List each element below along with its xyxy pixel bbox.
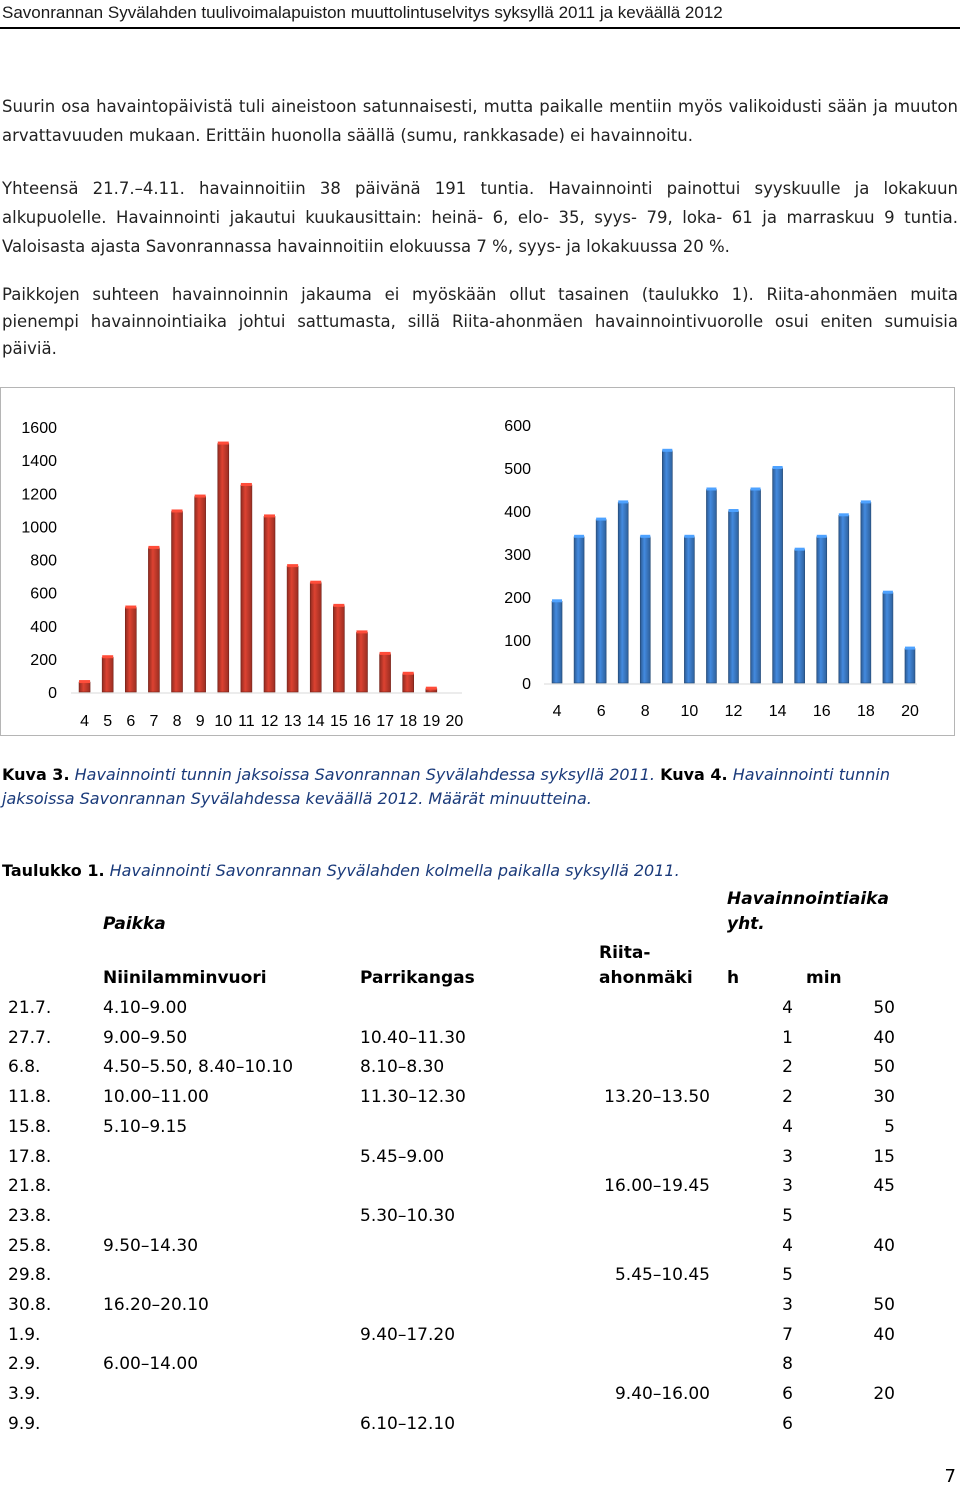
x-tick-label: 6 xyxy=(126,713,136,730)
cell-h: 4 xyxy=(782,998,793,1018)
x-tick-label: 18 xyxy=(399,713,418,730)
y-tick-label: 400 xyxy=(30,618,57,636)
cell-date: 11.8. xyxy=(8,1087,52,1108)
cell-min: 50 xyxy=(873,1057,895,1078)
bar-top xyxy=(218,442,229,445)
cell-parri: 6.10–12.10 xyxy=(360,1413,456,1434)
page-header xyxy=(0,0,960,34)
bar-top xyxy=(905,647,915,650)
y-tick-label: 1600 xyxy=(21,420,57,437)
bar-top xyxy=(287,564,298,567)
cell-min: 30 xyxy=(873,1087,895,1108)
bar xyxy=(403,674,414,692)
cell-h: 2 xyxy=(782,1057,793,1078)
y-tick-label: 300 xyxy=(504,547,531,564)
bar-top xyxy=(195,495,206,498)
cell-h: 1 xyxy=(782,1027,793,1048)
cell-min: 5 xyxy=(884,1116,895,1137)
caption-k3-label: Kuva 3. xyxy=(2,765,70,784)
cell-parri: 5.30–10.30 xyxy=(360,1205,456,1226)
cell-niini: 4.10–9.00 xyxy=(103,998,188,1018)
bar-top xyxy=(241,483,252,486)
bar xyxy=(883,593,893,683)
x-tick-label: 20 xyxy=(445,713,464,730)
cell-h: 7 xyxy=(782,1324,793,1345)
bar-top xyxy=(596,518,606,521)
x-tick-label: 10 xyxy=(214,713,233,730)
paragraph-3: Paikkojen suhteen havainnoinnin jakauma ei myöskään ollut tasainen (taulukko 1). Riita-ahonmäen muita pienempi havainnointiaika johtui sattumasta, sillä Riita-ahonmäen havainnointivuorolle osui eniten sumuisia päiviä. xyxy=(2,285,958,358)
cell-riita: 16.00–19.45 xyxy=(604,1176,710,1197)
bar xyxy=(356,632,367,692)
cell-date: 23.8. xyxy=(8,1205,52,1226)
bar-top xyxy=(426,687,437,690)
bar xyxy=(287,566,298,692)
bar xyxy=(596,520,606,683)
charts-svg xyxy=(1,388,956,737)
bar-top xyxy=(148,546,159,549)
cell-h: 6 xyxy=(782,1384,793,1405)
y-tick-label: 1200 xyxy=(21,486,57,504)
cell-date: 15.8. xyxy=(8,1116,52,1137)
y-tick-label: 400 xyxy=(504,504,531,521)
bar-top xyxy=(795,548,805,551)
bar-top xyxy=(773,466,783,469)
bar-top xyxy=(751,488,761,491)
paragraph-2: Yhteensä 21.7.–4.11. havainnoitiin 38 päivänä 191 tuntia. Havainnointi painottui syyskuulle ja lokakuun alkupuolelle. Havainnointi jakautui kuukausittain: heinä- 6, elo- 35, syys- 79, loka- 61 ja marraskuu 9 tuntia. Valoisasta ajasta Savonrannassa havainnoitiin elokuussa 7 %, syys- ja lokakuussa 20 %. xyxy=(2,179,958,256)
x-tick-label: 20 xyxy=(901,703,919,720)
bar-top xyxy=(125,606,136,609)
cell-date: 27.7. xyxy=(8,1027,52,1048)
cell-date: 21.8. xyxy=(8,1176,52,1197)
bar-top xyxy=(333,604,344,607)
cell-niini: 4.50–5.50, 8.40–10.10 xyxy=(103,1057,294,1078)
cell-h: 2 xyxy=(782,1087,793,1108)
cell-h: 5 xyxy=(782,1265,793,1286)
x-tick-label: 16 xyxy=(812,703,831,720)
bar xyxy=(729,511,739,683)
x-tick-label: 11 xyxy=(238,713,255,730)
bar-top xyxy=(552,599,562,602)
cell-h: 4 xyxy=(782,1235,793,1256)
cell-min: 20 xyxy=(873,1384,895,1405)
header-time-2: yht. xyxy=(727,914,765,934)
y-tick-label: 500 xyxy=(504,461,531,478)
bar xyxy=(706,490,716,684)
chart-3 xyxy=(21,420,463,730)
bar-top xyxy=(817,535,827,538)
x-tick-label: 13 xyxy=(283,713,302,730)
cell-date: 17.8. xyxy=(8,1146,52,1167)
y-tick-label: 200 xyxy=(504,590,531,607)
x-tick-label: 19 xyxy=(422,713,441,730)
bar-top xyxy=(618,500,628,503)
bar xyxy=(817,537,827,683)
cell-h: 3 xyxy=(782,1295,793,1315)
bar xyxy=(905,649,915,683)
bar xyxy=(861,502,871,683)
cell-min: 40 xyxy=(873,1027,895,1048)
bar-top xyxy=(574,535,584,538)
header-riita-2: ahonmäki xyxy=(599,968,693,988)
x-tick-label: 18 xyxy=(856,703,875,720)
x-tick-label: 10 xyxy=(680,703,699,720)
y-tick-label: 0 xyxy=(48,685,57,702)
table-title xyxy=(2,861,680,880)
bar xyxy=(148,548,159,692)
bar xyxy=(795,550,805,683)
bar xyxy=(79,682,90,692)
cell-niini: 5.10–9.15 xyxy=(103,1116,188,1137)
bar-top xyxy=(883,591,893,594)
bar xyxy=(839,515,849,683)
bar xyxy=(333,606,344,692)
bar xyxy=(172,511,183,692)
figure-caption xyxy=(2,763,958,811)
bar-top xyxy=(172,509,183,512)
cell-riita: 13.20–13.50 xyxy=(604,1087,710,1108)
cell-min: 15 xyxy=(873,1146,895,1167)
bar xyxy=(380,654,391,692)
bar-top xyxy=(264,514,275,517)
bar xyxy=(241,485,252,692)
cell-niini: 10.00–11.00 xyxy=(103,1087,209,1108)
header-minutes: min xyxy=(806,968,842,988)
header-parri: Parrikangas xyxy=(360,968,475,988)
y-tick-label: 1000 xyxy=(21,519,57,537)
x-tick-label: 14 xyxy=(768,703,787,720)
header-time-1: Havainnointiaika xyxy=(727,889,889,909)
header-place: Paikka xyxy=(103,914,166,934)
bar xyxy=(218,444,229,692)
y-tick-label: 1400 xyxy=(21,453,57,471)
y-tick-label: 200 xyxy=(30,651,57,669)
paragraph-1: Suurin osa havaintopäivistä tuli aineistoon satunnaisesti, mutta paikalle mentiin myös valikoidusti sään ja muuton arvattavuuden mukaan. Erittäin huonolla säällä (sumu, rankkasade) ei havainnoitu. xyxy=(2,97,958,145)
cell-h: 6 xyxy=(782,1413,793,1434)
header-title: Savonrannan Syvälahden tuulivoimalapuiston muuttolintuselvitys syksyllä 2011 ja keväällä 2012 xyxy=(2,3,723,22)
x-tick-label: 4 xyxy=(80,713,90,730)
y-tick-label: 100 xyxy=(504,633,531,650)
cell-date: 1.9. xyxy=(8,1324,41,1345)
cell-date: 9.9. xyxy=(8,1413,41,1434)
cell-min: 50 xyxy=(873,998,895,1018)
y-tick-label: 800 xyxy=(30,552,57,570)
bar-top xyxy=(662,449,672,452)
cell-niini: 9.00–9.50 xyxy=(103,1027,188,1048)
caption-k4-label: Kuva 4. xyxy=(660,765,728,784)
cell-parri: 10.40–11.30 xyxy=(360,1027,466,1048)
bar-top xyxy=(729,509,739,512)
table-title-label: Taulukko 1. xyxy=(2,861,105,880)
header-riita-1: Riita- xyxy=(599,943,651,963)
y-tick-label: 0 xyxy=(522,676,531,693)
bar-top xyxy=(102,655,113,658)
bar xyxy=(125,608,136,692)
cell-min: 50 xyxy=(873,1295,895,1315)
cell-parri: 8.10–8.30 xyxy=(360,1057,445,1078)
header-niini: Niinilamminvuori xyxy=(103,968,267,988)
cell-niini: 9.50–14.30 xyxy=(103,1235,199,1256)
cell-niini: 16.20–20.10 xyxy=(103,1295,209,1315)
bar-top xyxy=(356,630,367,633)
table-title-text: Havainnointi Savonrannan Syvälahden kolmella paikalla syksyllä 2011. xyxy=(104,861,680,880)
chart-4 xyxy=(504,418,919,720)
cell-h: 8 xyxy=(782,1354,793,1375)
cell-h: 3 xyxy=(782,1176,793,1197)
x-tick-label: 9 xyxy=(195,713,205,730)
bar xyxy=(773,468,783,683)
cell-h: 4 xyxy=(782,1116,793,1137)
cell-date: 2.9. xyxy=(8,1354,41,1375)
cell-date: 3.9. xyxy=(8,1384,41,1405)
x-tick-label: 12 xyxy=(260,713,279,730)
caption-k3-text: Havainnointi tunnin jaksoissa Savonrannan Syvälahdessa syksyllä 2011. xyxy=(69,765,661,784)
x-tick-label: 8 xyxy=(172,713,182,730)
cell-h: 5 xyxy=(782,1205,793,1226)
bar-top xyxy=(310,581,321,584)
bar xyxy=(264,516,275,692)
bar xyxy=(552,601,562,683)
cell-date: 21.7. xyxy=(8,998,52,1018)
cell-parri: 9.40–17.20 xyxy=(360,1324,456,1345)
bar xyxy=(310,583,321,692)
cell-parri: 11.30–12.30 xyxy=(360,1087,466,1108)
x-tick-label: 5 xyxy=(103,713,113,730)
bar-top xyxy=(706,488,716,491)
cell-parri: 5.45–9.00 xyxy=(360,1146,445,1167)
bar-top xyxy=(79,680,90,683)
bar xyxy=(102,657,113,692)
x-tick-label: 12 xyxy=(724,703,743,720)
bar xyxy=(662,451,672,683)
bar xyxy=(195,497,206,692)
bar xyxy=(640,537,650,683)
cell-date: 30.8. xyxy=(8,1295,52,1315)
cell-min: 40 xyxy=(873,1324,895,1345)
bar-top xyxy=(403,672,414,675)
x-tick-label: 6 xyxy=(596,703,606,720)
cell-min: 45 xyxy=(873,1176,895,1197)
bar-top xyxy=(684,535,694,538)
header-rule xyxy=(0,27,960,29)
cell-h: 3 xyxy=(782,1146,793,1167)
bar-top xyxy=(861,500,871,503)
y-tick-label: 600 xyxy=(504,418,531,435)
caption-k4-text: Havainnointi tunnin jaksoissa Savonrannan Syvälahdessa keväällä 2012. Määrät minuutteina. xyxy=(2,765,890,808)
cell-date: 25.8. xyxy=(8,1235,52,1256)
bar-top xyxy=(380,652,391,655)
charts-figure xyxy=(0,387,955,736)
cell-niini: 6.00–14.00 xyxy=(103,1354,199,1375)
y-tick-label: 600 xyxy=(30,585,57,603)
x-tick-label: 8 xyxy=(640,703,650,720)
cell-riita: 9.40–16.00 xyxy=(614,1384,710,1405)
bar xyxy=(684,537,694,683)
header-hours: h xyxy=(727,968,740,988)
bar-top xyxy=(839,513,849,516)
bar-top xyxy=(640,535,650,538)
bar xyxy=(751,490,761,684)
x-tick-label: 7 xyxy=(149,713,159,730)
cell-date: 29.8. xyxy=(8,1265,52,1286)
page-number: 7 xyxy=(944,1466,956,1487)
cell-riita: 5.45–10.45 xyxy=(614,1265,710,1286)
x-tick-label: 15 xyxy=(329,713,348,730)
x-tick-label: 4 xyxy=(552,703,562,720)
bar xyxy=(618,502,628,683)
x-tick-label: 16 xyxy=(353,713,371,730)
x-tick-label: 17 xyxy=(376,713,394,730)
cell-date: 6.8. xyxy=(8,1057,41,1078)
x-tick-label: 14 xyxy=(306,713,325,730)
bar xyxy=(574,537,584,683)
cell-min: 40 xyxy=(873,1235,895,1256)
